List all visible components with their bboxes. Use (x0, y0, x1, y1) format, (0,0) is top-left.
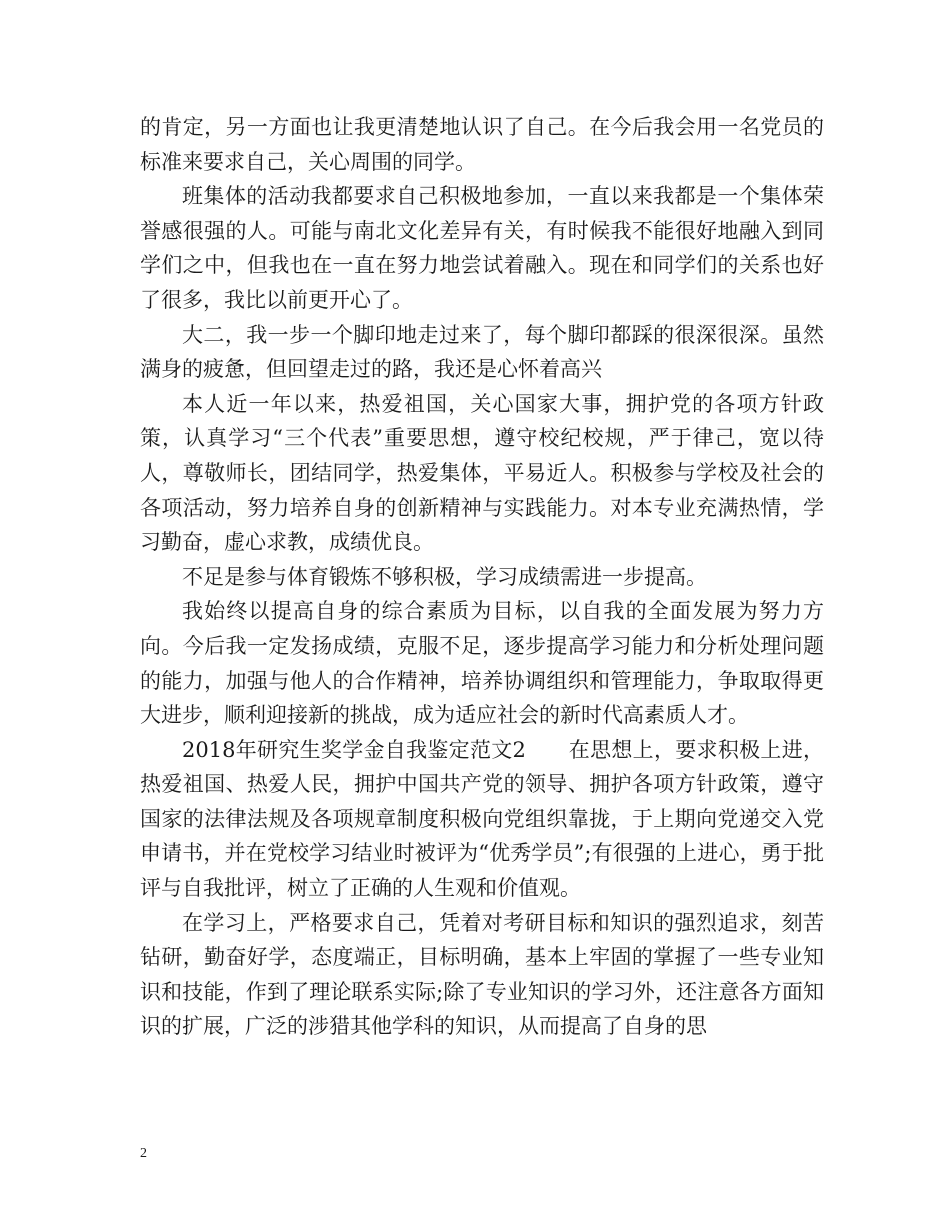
paragraph-6: 我始终以提高自身的综合素质为目标，以自我的全面发展为努力方向。今后我一定发扬成绩，克服不足，逐步提高学习能力和分析处理问题的能力，加强与他人的合作精神，培养协调组织和管理能力，争取取得更大进步，顺利迎接新的挑战，成为适应社会的新时代高素质人才。 (140, 599, 824, 728)
paragraph-2: 班集体的活动我都要求自己积极地参加，一直以来我都是一个集体荣誉感很强的人。可能与南北文化差异有关，有时候我不能很好地融入到同学们之中，但我也在一直在努力地尝试着融入。现在和同学们的关系也好了很多，我比以前更开心了。 (140, 184, 824, 312)
paragraph-8: 在学习上，严格要求自己，凭着对考研目标和知识的强烈追求，刻苦钻研，勤奋好学，态度端正，目标明确，基本上牢固的掌握了一些专业知识和技能，作到了理论联系实际;除了专业知识的学习外，还注意各方面知识的扩展，广泛的涉猎其他学科的知识，从而提高了自身的思 (140, 910, 824, 1039)
paragraph-3: 大二，我一步一个脚印地走过来了，每个脚印都踩的很深很深。虽然满身的疲惫，但回望走过的路，我还是心怀着高兴 (140, 322, 824, 382)
paragraph-4: 本人近一年以来，热爱祖国，关心国家大事，拥护党的各项方针政策，认真学习“三个代表”重要思想，遵守校纪校规，严于律己，宽以待人，尊敬师长，团结同学，热爱集体，平易近人。积极参与学校及社会的各项活动，努力培养自身的创新精神与实践能力。对本专业充满热情，学习勤奋，虚心求教，成绩优良。 (140, 391, 824, 555)
document-body (140, 110, 824, 1044)
paragraph-5: 不足是参与体育锻炼不够积极，学习成绩需进一步提高。 (182, 564, 707, 589)
page-number: 2 (140, 1146, 147, 1161)
paragraph-1: 的肯定，另一方面也让我更清楚地认识了自己。在今后我会用一名党员的标准来要求自己，关心周围的同学。 (140, 115, 824, 174)
paragraph-7: 2018年研究生奖学金自我鉴定范文2 在思想上，要求积极上进，热爱祖国、热爱人民，拥护中国共产党的领导、拥护各项方针政策，遵守国家的法律法规及各项规章制度积极向党组织靠拢，于上期向党递交入党申请书，并在党校学习结业时被评为“优秀学员”;有很强的上进心，勇于批评与自我批评，树立了正确的人生观和价值观。 (140, 737, 824, 901)
